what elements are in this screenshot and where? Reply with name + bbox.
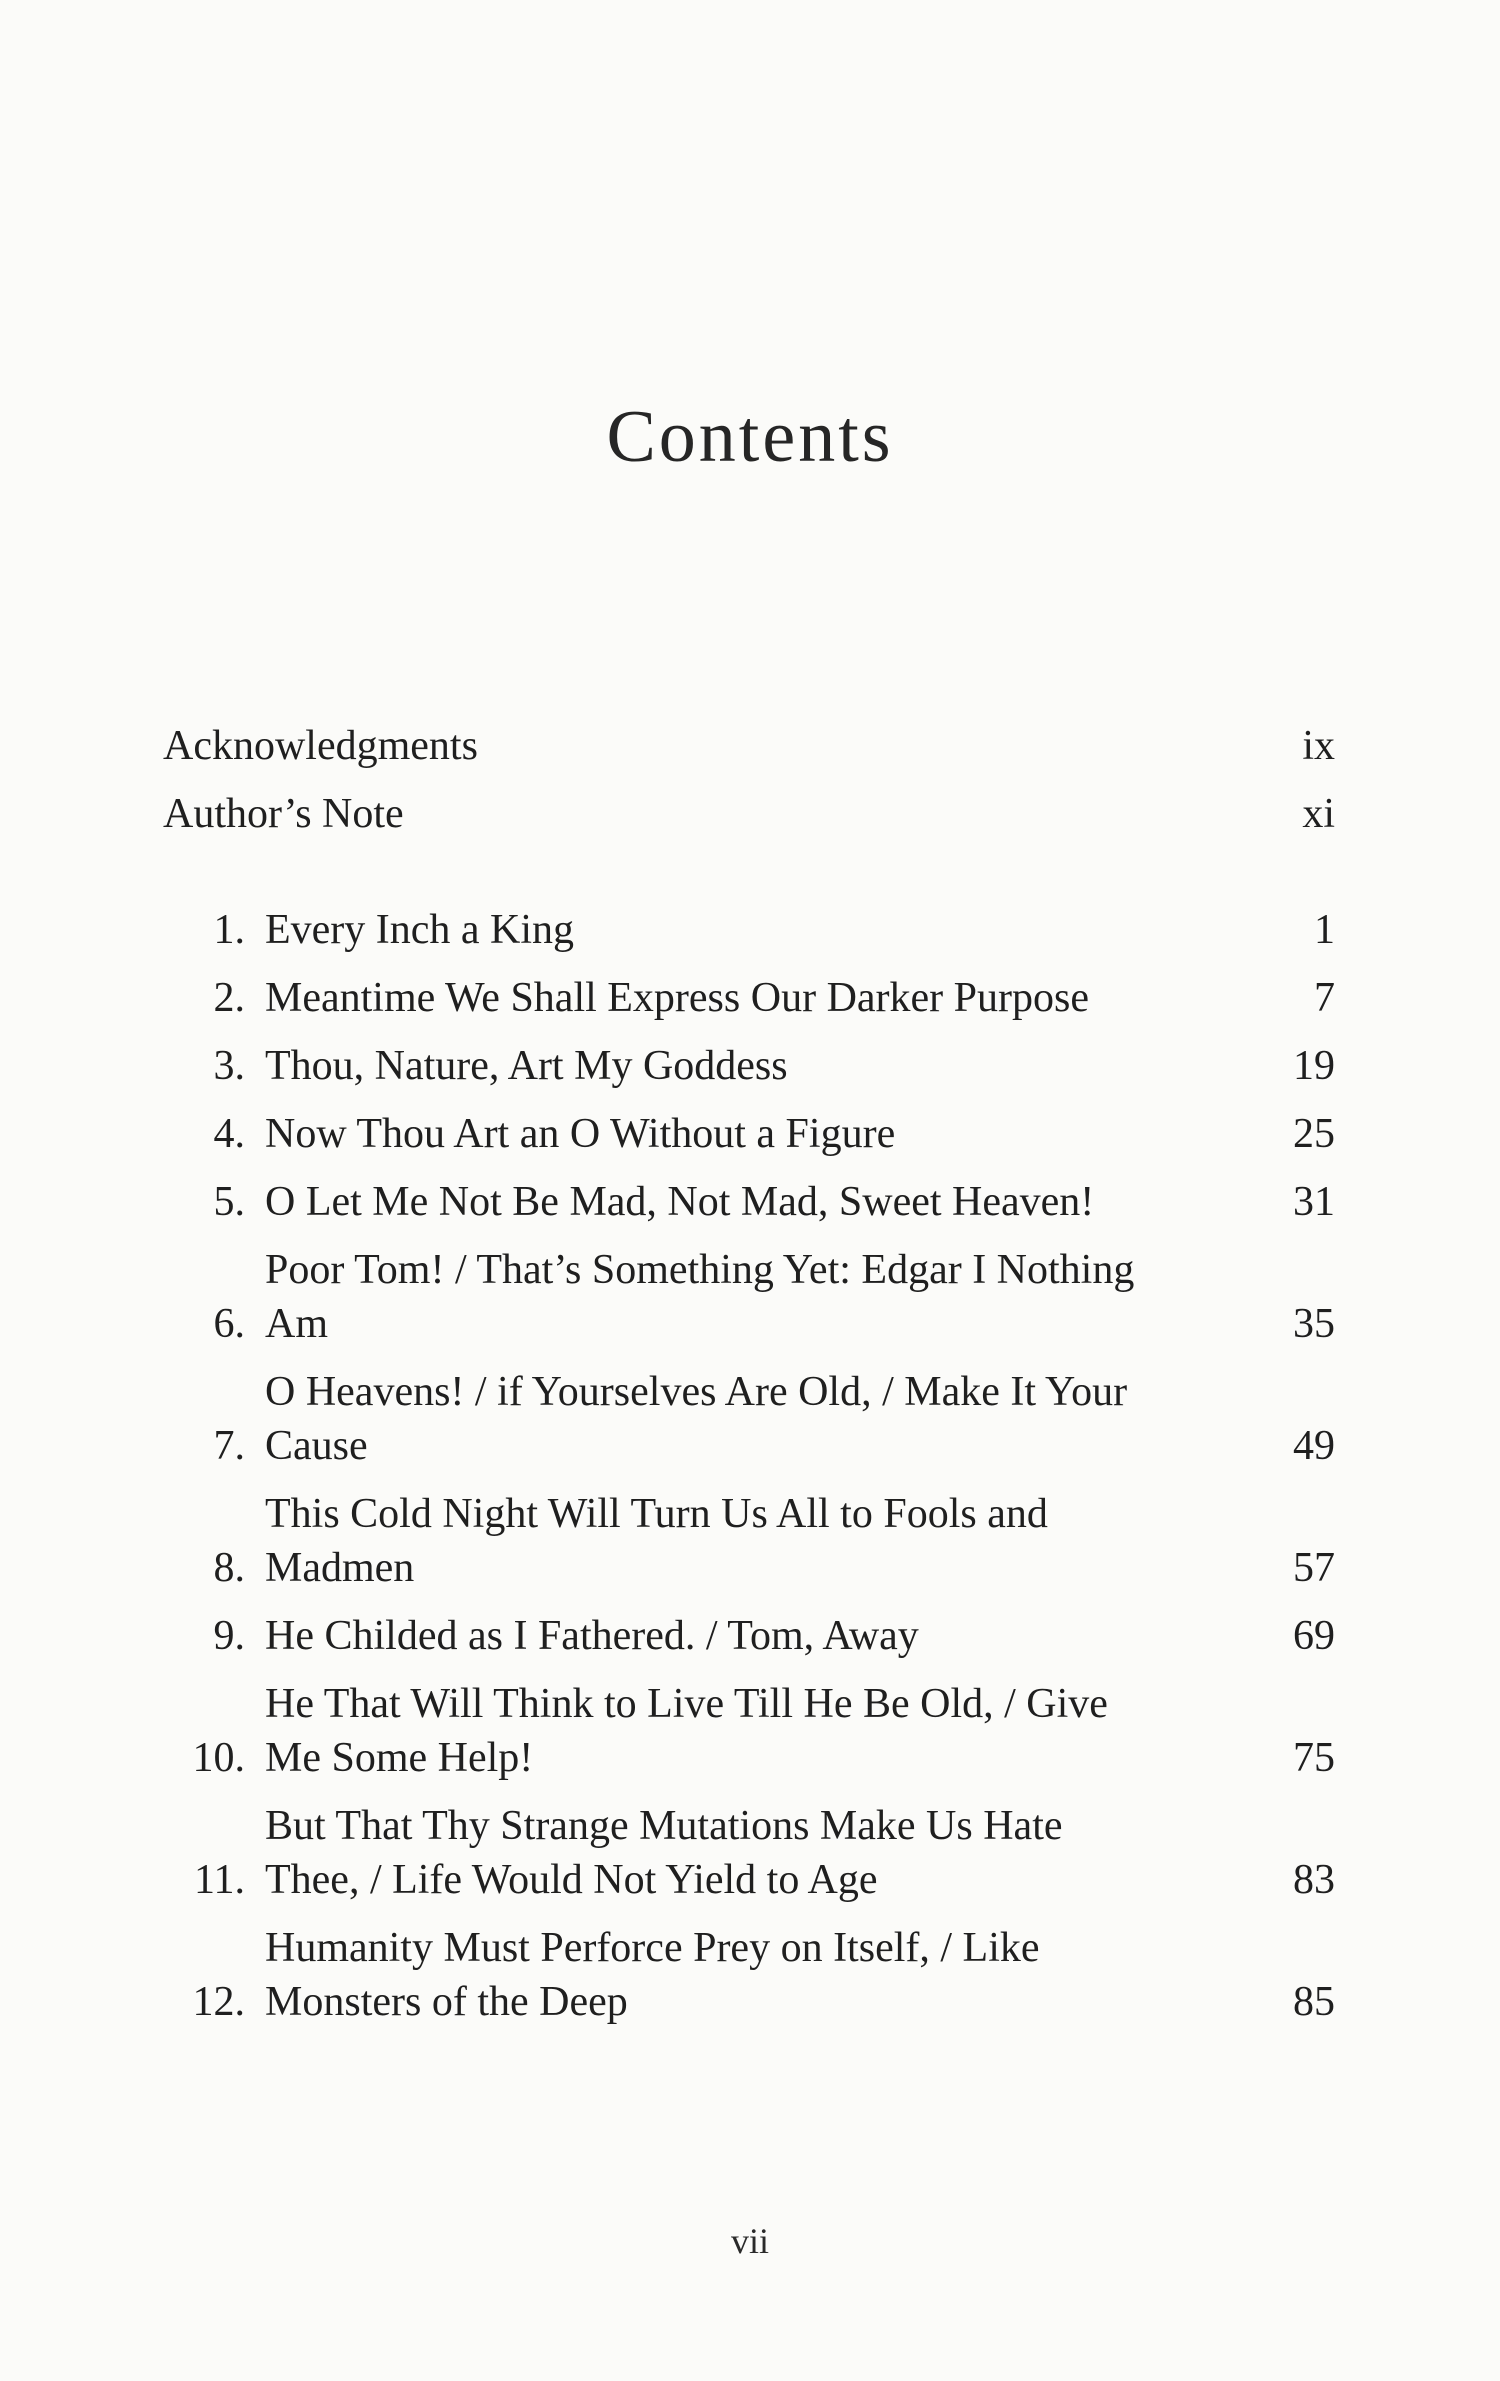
chapter-number: 10. <box>192 1735 245 1781</box>
chapter-page-number: 49 <box>1293 1423 1335 1469</box>
chapter-page-number: 83 <box>1293 1857 1335 1903</box>
chapter-number: 3. <box>213 1043 245 1089</box>
chapter-page-number: 7 <box>1314 975 1335 1021</box>
chapter-page-number: 85 <box>1293 1979 1335 2025</box>
chapter-title: Now Thou Art an O Without a Figure <box>265 1111 896 1157</box>
chapter-number: 1. <box>213 907 245 953</box>
chapter-page-number: 57 <box>1293 1545 1335 1591</box>
chapter-title: Meantime We Shall Express Our Darker Purpose <box>265 975 1089 1021</box>
chapter-title: Poor Tom! / That’s Something Yet: Edgar I Nothing Am <box>265 1247 1135 1347</box>
chapter-number: 7. <box>213 1423 245 1469</box>
chapter-list <box>163 903 1335 2043</box>
chapter-entry <box>163 1039 1335 1093</box>
chapter-entry <box>163 1243 1335 1351</box>
chapter-entry <box>163 1365 1335 1473</box>
chapter-page-number: 31 <box>1293 1179 1335 1225</box>
chapter-entry <box>163 1175 1335 1229</box>
chapter-number: 11. <box>194 1857 245 1903</box>
chapter-number: 8. <box>213 1545 245 1591</box>
chapter-title: O Heavens! / if Yourselves Are Old, / Make It Your Cause <box>265 1369 1128 1469</box>
chapter-title: But That Thy Strange Mutations Make Us Hate Thee, / Life Would Not Yield to Age <box>265 1803 1063 1903</box>
chapter-entry <box>163 971 1335 1025</box>
chapter-number: 12. <box>192 1979 245 2025</box>
chapter-number: 6. <box>213 1301 245 1347</box>
chapter-entry <box>163 1677 1335 1785</box>
chapter-entry <box>163 1609 1335 1663</box>
chapter-entry <box>163 1921 1335 2029</box>
chapter-title: He That Will Think to Live Till He Be Old, / Give Me Some Help! <box>265 1681 1108 1781</box>
chapter-title: He Childed as I Fathered. / Tom, Away <box>265 1613 919 1659</box>
chapter-page-number: 19 <box>1293 1043 1335 1089</box>
chapter-number: 9. <box>213 1613 245 1659</box>
chapter-title: Every Inch a King <box>265 907 575 953</box>
chapter-page-number: 25 <box>1293 1111 1335 1157</box>
chapter-entry <box>163 1107 1335 1161</box>
chapter-page-number: 75 <box>1293 1735 1335 1781</box>
chapter-page-number: 69 <box>1293 1613 1335 1659</box>
chapter-title: This Cold Night Will Turn Us All to Fools and Madmen <box>265 1491 1048 1591</box>
chapter-title: Humanity Must Perforce Prey on Itself, / Like Monsters of the Deep <box>265 1925 1040 2025</box>
chapter-number: 5. <box>213 1179 245 1225</box>
page-folio: vii <box>730 2221 769 2261</box>
entry-page-number: xi <box>1302 791 1335 837</box>
entry-page-number: ix <box>1302 723 1335 769</box>
chapter-title: Thou, Nature, Art My Goddess <box>265 1043 788 1089</box>
chapter-entry <box>163 1487 1335 1595</box>
front-matter-list <box>163 712 1335 848</box>
page-title: Contents <box>606 396 894 478</box>
chapter-entry <box>163 903 1335 957</box>
chapter-page-number: 1 <box>1314 907 1335 953</box>
front-matter-entry <box>163 780 1335 848</box>
chapter-number: 2. <box>213 975 245 1021</box>
front-matter-entry <box>163 712 1335 780</box>
chapter-entry <box>163 1799 1335 1907</box>
entry-label: Acknowledgments <box>163 723 478 769</box>
chapter-title: O Let Me Not Be Mad, Not Mad, Sweet Heaven! <box>265 1179 1095 1225</box>
chapter-page-number: 35 <box>1293 1301 1335 1347</box>
chapter-number: 4. <box>213 1111 245 1157</box>
entry-label: Author’s Note <box>163 791 404 837</box>
